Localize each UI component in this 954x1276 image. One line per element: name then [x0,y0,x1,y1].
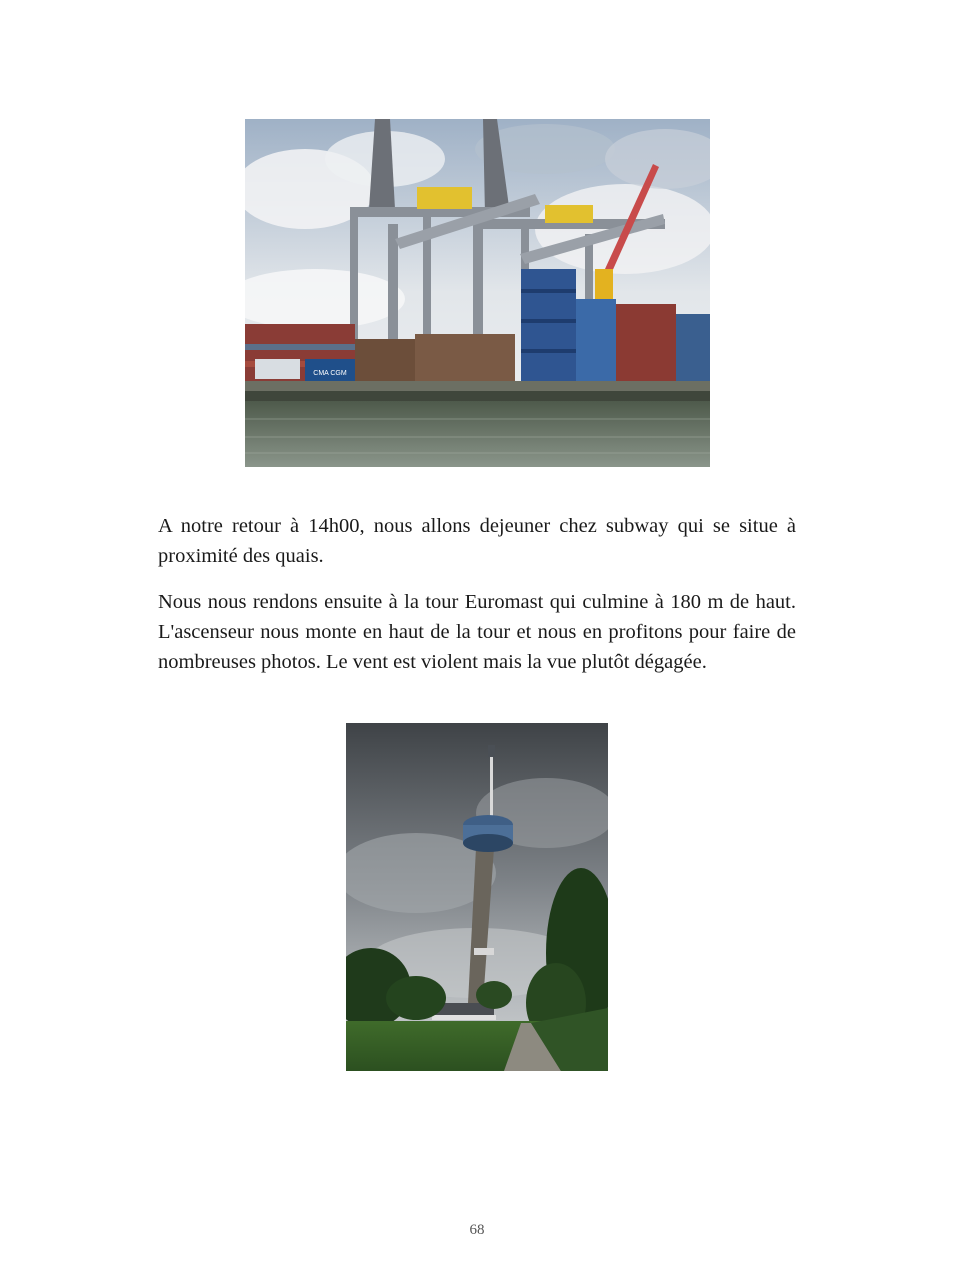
cma-cgm-label: CMA CGM [313,370,347,377]
paragraph-euromast: Nous nous rendons ensuite à la tour Euromast qui culmine à 180 m de haut. L'ascenseur nous monte en haut de la tour et nous en profitons pour faire de nombreuses photos. Le vent est violent mais la vue plutôt dégagée. [158,591,796,673]
page-number: 68 [469,1222,485,1238]
port-container-cranes-photo [245,119,710,467]
paragraph-lunch: A notre retour à 14h00, nous allons dejeuner chez subway qui se situe à proximité des quais. [158,515,796,567]
euromast-tower-photo [346,723,608,1071]
